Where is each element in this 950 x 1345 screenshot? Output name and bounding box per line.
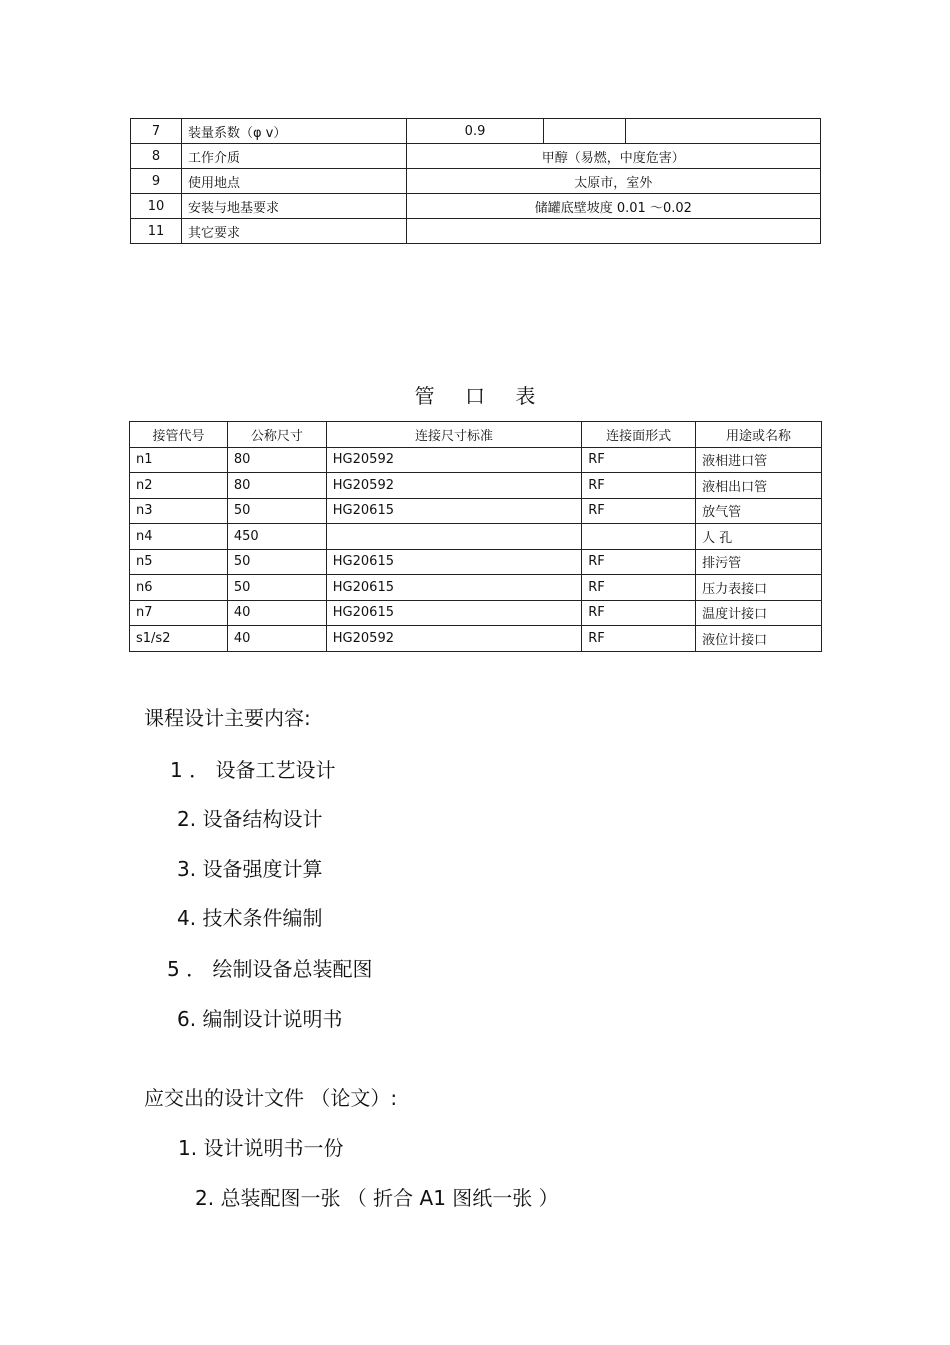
nozzle-table: [129, 421, 822, 652]
column-header: 用途或名称: [696, 422, 822, 448]
table-cell: 40: [227, 600, 326, 626]
deliverables-item: 1. 设计说明书一份: [178, 1136, 344, 1160]
spec-no: 7: [131, 119, 182, 144]
table-cell: HG20592: [326, 473, 581, 499]
content-item: 3. 设备强度计算: [177, 857, 323, 881]
spec-row: [131, 219, 821, 244]
spec-row: [131, 119, 821, 144]
table-cell: [582, 524, 696, 550]
deliverables-heading: 应交出的设计文件 （论文）:: [144, 1086, 398, 1110]
spec-no: 8: [131, 144, 182, 169]
table-cell: HG20615: [326, 498, 581, 524]
nozzle-table-title: 管 口 表: [414, 384, 536, 408]
content-item: 6. 编制设计说明书: [177, 1007, 343, 1031]
table-cell: n3: [130, 498, 228, 524]
spec-row: [131, 169, 821, 194]
spec-value: [406, 219, 820, 244]
table-cell: RF: [582, 575, 696, 601]
spec-value: 太原市，室外: [406, 169, 820, 194]
table-cell: n5: [130, 549, 228, 575]
table-cell: 液位计接口: [696, 626, 822, 652]
table-cell: 液相出口管: [696, 473, 822, 499]
table-cell: n7: [130, 600, 228, 626]
table-cell: HG20615: [326, 549, 581, 575]
spec-item: 安装与地基要求: [181, 194, 406, 219]
deliverables-item: 2. 总装配图一张 （ 折合 A1 图纸一张 ）: [195, 1186, 559, 1210]
table-cell: 排污管: [696, 549, 822, 575]
table-cell: 50: [227, 575, 326, 601]
spec-value: 储罐底壁坡度 0.01 ～0.02: [406, 194, 820, 219]
column-header: 公称尺寸: [227, 422, 326, 448]
table-cell: 80: [227, 447, 326, 473]
table-cell: RF: [582, 498, 696, 524]
table-row: [130, 498, 822, 524]
column-header: 连接面形式: [582, 422, 696, 448]
table-cell: 450: [227, 524, 326, 550]
table-row: [130, 473, 822, 499]
table-cell: n2: [130, 473, 228, 499]
spec-item: 其它要求: [181, 219, 406, 244]
table-row: [130, 524, 822, 550]
column-header: 接管代号: [130, 422, 228, 448]
spec-no: 10: [131, 194, 182, 219]
table-cell: 放气管: [696, 498, 822, 524]
table-cell: 40: [227, 626, 326, 652]
spec-value: 0.9: [406, 119, 544, 144]
table-cell: [326, 524, 581, 550]
spec-extra: [626, 119, 821, 144]
table-cell: n4: [130, 524, 228, 550]
content-item: 4. 技术条件编制: [177, 906, 323, 930]
nozzle-header-row: [130, 422, 822, 448]
content-item: 1 ． 设备工艺设计: [170, 758, 336, 782]
table-cell: s1/s2: [130, 626, 228, 652]
table-cell: 50: [227, 549, 326, 575]
table-cell: RF: [582, 626, 696, 652]
table-cell: 压力表接口: [696, 575, 822, 601]
table-cell: RF: [582, 600, 696, 626]
table-cell: RF: [582, 447, 696, 473]
table-row: [130, 447, 822, 473]
table-cell: 液相进口管: [696, 447, 822, 473]
table-cell: 人 孔: [696, 524, 822, 550]
table-cell: HG20592: [326, 626, 581, 652]
table-cell: n1: [130, 447, 228, 473]
content-item: 5 ． 绘制设备总装配图: [167, 957, 373, 981]
spec-no: 9: [131, 169, 182, 194]
spec-table: [130, 118, 821, 244]
table-row: [130, 600, 822, 626]
spec-extra: [544, 119, 626, 144]
table-row: [130, 549, 822, 575]
table-row: [130, 575, 822, 601]
table-row: [130, 626, 822, 652]
spec-row: [131, 194, 821, 219]
spec-item: 装量系数（φ v）: [181, 119, 406, 144]
spec-no: 11: [131, 219, 182, 244]
content-heading: 课程设计主要内容:: [144, 706, 311, 730]
table-cell: RF: [582, 473, 696, 499]
spec-value: 甲醇（易燃，中度危害）: [406, 144, 820, 169]
spec-row: [131, 144, 821, 169]
table-cell: 温度计接口: [696, 600, 822, 626]
table-cell: 50: [227, 498, 326, 524]
column-header: 连接尺寸标准: [326, 422, 581, 448]
table-cell: HG20615: [326, 600, 581, 626]
table-cell: RF: [582, 549, 696, 575]
spec-item: 使用地点: [181, 169, 406, 194]
table-cell: HG20592: [326, 447, 581, 473]
table-cell: HG20615: [326, 575, 581, 601]
spec-item: 工作介质: [181, 144, 406, 169]
table-cell: n6: [130, 575, 228, 601]
content-item: 2. 设备结构设计: [177, 807, 323, 831]
table-cell: 80: [227, 473, 326, 499]
